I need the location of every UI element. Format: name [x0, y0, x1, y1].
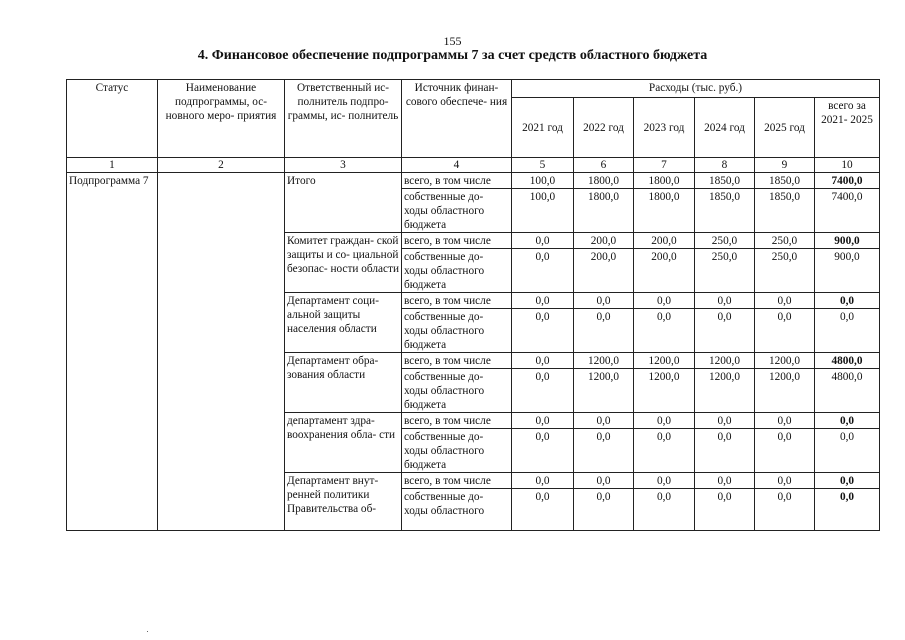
value-cell: 0,0 [574, 293, 634, 309]
value-cell: 0,0 [512, 353, 574, 369]
value-cell: 0,0 [512, 489, 574, 531]
value-cell: 0,0 [574, 489, 634, 531]
value-cell: 1200,0 [574, 353, 634, 369]
value-cell: 0,0 [512, 309, 574, 353]
value-cell: 0,0 [634, 489, 695, 531]
subprogram-name-cell [158, 173, 285, 531]
value-cell: 0,0 [634, 429, 695, 473]
value-cell: 1200,0 [755, 369, 815, 413]
value-cell: 100,0 [512, 173, 574, 189]
value-cell: 1800,0 [634, 173, 695, 189]
executor-cell: Департамент внут- ренней политики Правительства об- [285, 473, 402, 531]
value-cell: 100,0 [512, 189, 574, 233]
header-year-2025: 2025 год [755, 98, 815, 158]
column-index-row [67, 158, 880, 173]
value-cell: 1200,0 [634, 353, 695, 369]
source-cell: собственные до- ходы областного [402, 489, 512, 531]
value-cell: 1200,0 [634, 369, 695, 413]
value-cell: 0,0 [574, 473, 634, 489]
source-cell: собственные до- ходы областного бюджета [402, 369, 512, 413]
source-cell: собственные до- ходы областного бюджета [402, 309, 512, 353]
value-cell: 0,0 [634, 473, 695, 489]
source-cell: всего, в том числе [402, 173, 512, 189]
value-cell: 0,0 [512, 473, 574, 489]
value-cell: 0,0 [574, 413, 634, 429]
value-cell: 0,0 [755, 413, 815, 429]
value-cell: 1800,0 [634, 189, 695, 233]
header-year-2024: 2024 год [695, 98, 755, 158]
value-cell: 200,0 [634, 233, 695, 249]
executor-cell: Комитет граждан- ской защиты и со- циальной безопас- ности области [285, 233, 402, 293]
value-cell: 0,0 [512, 429, 574, 473]
value-cell: 1200,0 [755, 353, 815, 369]
header-expenses: Расходы (тыс. руб.) [512, 80, 880, 98]
value-cell: 250,0 [755, 249, 815, 293]
value-cell: 0,0 [512, 369, 574, 413]
value-cell: 0,0 [755, 473, 815, 489]
value-cell: 200,0 [574, 233, 634, 249]
index-cell: 8 [695, 158, 755, 173]
page-number: 155 [443, 34, 462, 48]
value-cell: 0,0 [695, 489, 755, 531]
value-cell: 1200,0 [574, 369, 634, 413]
value-cell: 0,0 [634, 413, 695, 429]
header-source: Источник финан- сового обеспече- ния [402, 80, 512, 158]
header-total: всего за 2021- 2025 [815, 98, 880, 158]
source-cell: собственные до- ходы областного бюджета [402, 429, 512, 473]
value-cell: 0,0 [634, 309, 695, 353]
value-cell: 1850,0 [695, 189, 755, 233]
value-cell: 200,0 [634, 249, 695, 293]
header-status: Статус [67, 80, 158, 158]
executor-cell: департамент здра- воохранения обла- сти [285, 413, 402, 473]
value-cell: 0,0 [695, 429, 755, 473]
header-executor: Ответственный ис- полнитель подпро- граммы, ис- полнитель [285, 80, 402, 158]
total-cell: 0,0 [815, 473, 880, 489]
value-cell: 0,0 [755, 309, 815, 353]
value-cell: 250,0 [695, 249, 755, 293]
source-cell: собственные до- ходы областного бюджета [402, 189, 512, 233]
total-cell: 0,0 [815, 489, 880, 531]
value-cell: 0,0 [695, 413, 755, 429]
total-cell: 4800,0 [815, 353, 880, 369]
source-cell: всего, в том числе [402, 233, 512, 249]
value-cell: 0,0 [512, 293, 574, 309]
total-cell: 0,0 [815, 429, 880, 473]
value-cell: 0,0 [574, 309, 634, 353]
index-cell: 2 [158, 158, 285, 173]
value-cell: 1850,0 [755, 189, 815, 233]
source-cell: всего, в том числе [402, 353, 512, 369]
total-cell: 7400,0 [815, 189, 880, 233]
value-cell: 0,0 [695, 473, 755, 489]
source-cell: всего, в том числе [402, 293, 512, 309]
value-cell: 0,0 [512, 413, 574, 429]
total-cell: 900,0 [815, 249, 880, 293]
value-cell: 250,0 [695, 233, 755, 249]
value-cell: 0,0 [574, 429, 634, 473]
total-cell: 0,0 [815, 309, 880, 353]
executor-cell: Департамент соци- альной защиты населения области [285, 293, 402, 353]
value-cell: 0,0 [512, 249, 574, 293]
source-cell: всего, в том числе [402, 413, 512, 429]
value-cell: 250,0 [755, 233, 815, 249]
status-cell: Подпрограмма 7 [67, 173, 158, 531]
document-title: 4. Финансовое обеспечение подпрограммы 7 за счет средств областного бюджета [197, 48, 708, 63]
header-row-top [67, 80, 880, 98]
index-cell: 9 [755, 158, 815, 173]
value-cell: 0,0 [695, 309, 755, 353]
finance-table [66, 79, 880, 531]
value-cell: 1800,0 [574, 173, 634, 189]
total-cell: 0,0 [815, 293, 880, 309]
total-cell: 900,0 [815, 233, 880, 249]
index-cell: 1 [67, 158, 158, 173]
value-cell: 0,0 [755, 293, 815, 309]
header-name: Наименование подпрограммы, ос- новного меро- приятия [158, 80, 285, 158]
table-row-total [67, 173, 880, 189]
source-cell: всего, в том числе [402, 473, 512, 489]
value-cell: 1200,0 [695, 353, 755, 369]
value-cell: 0,0 [512, 233, 574, 249]
index-cell: 5 [512, 158, 574, 173]
scan-speck [147, 631, 148, 632]
executor-cell: Итого [285, 173, 402, 233]
header-year-2023: 2023 год [634, 98, 695, 158]
header-year-2021: 2021 год [512, 98, 574, 158]
total-cell: 0,0 [815, 413, 880, 429]
total-cell: 4800,0 [815, 369, 880, 413]
executor-cell: Департамент обра- зования области [285, 353, 402, 413]
value-cell: 200,0 [574, 249, 634, 293]
index-cell: 3 [285, 158, 402, 173]
index-cell: 7 [634, 158, 695, 173]
source-cell: собственные до- ходы областного бюджета [402, 249, 512, 293]
value-cell: 0,0 [755, 429, 815, 473]
value-cell: 0,0 [634, 293, 695, 309]
value-cell: 0,0 [755, 489, 815, 531]
value-cell: 0,0 [695, 293, 755, 309]
value-cell: 1850,0 [755, 173, 815, 189]
index-cell: 10 [815, 158, 880, 173]
total-cell: 7400,0 [815, 173, 880, 189]
value-cell: 1200,0 [695, 369, 755, 413]
index-cell: 4 [402, 158, 512, 173]
value-cell: 1850,0 [695, 173, 755, 189]
value-cell: 1800,0 [574, 189, 634, 233]
header-year-2022: 2022 год [574, 98, 634, 158]
index-cell: 6 [574, 158, 634, 173]
